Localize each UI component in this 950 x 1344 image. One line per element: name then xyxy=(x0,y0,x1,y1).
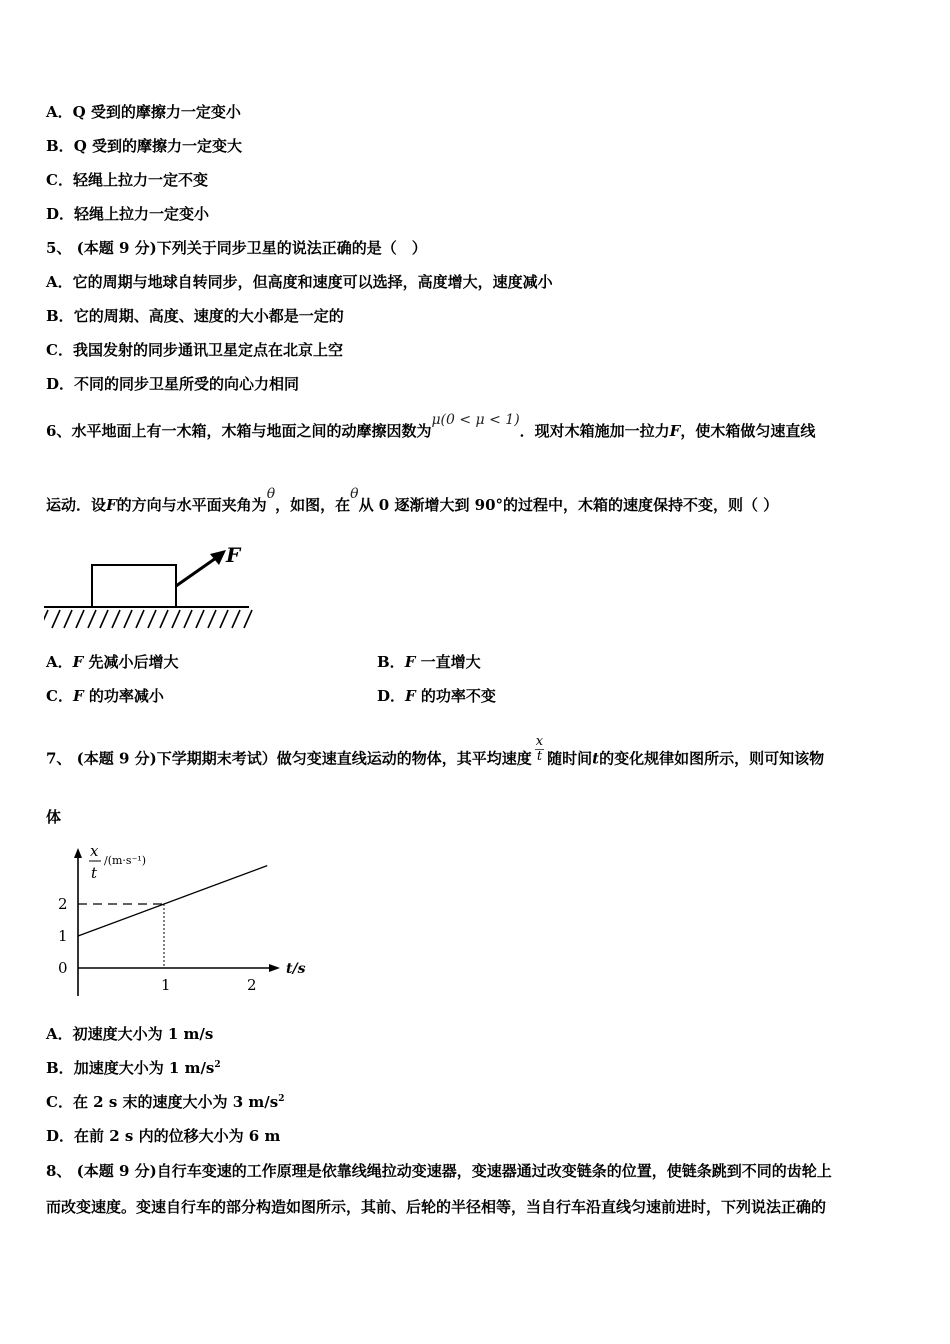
q7-option-d: D．在前 2 s 内的位移大小为 6 m xyxy=(46,1127,281,1145)
x-axis-arrow xyxy=(269,964,280,972)
x-axis-label: t/s xyxy=(286,961,306,977)
q7-option-b: B．加速度大小为 1 $m/s^2$ xyxy=(46,1059,221,1077)
wooden-box xyxy=(92,565,176,607)
q7-stem-line2: 体 xyxy=(46,808,62,826)
force-arrowhead xyxy=(210,550,226,565)
q7-velocity-chart xyxy=(44,842,314,1004)
q6-option-b: B．F 一直增大 xyxy=(377,653,481,671)
chart-labels xyxy=(58,842,306,994)
force-arrow xyxy=(176,558,216,586)
q7-option-a: A．初速度大小为 1 m/s xyxy=(46,1025,214,1043)
x-tick-label: 1 xyxy=(161,976,171,994)
chart-axes xyxy=(74,848,280,996)
theta-symbol: θ xyxy=(266,486,276,502)
q7-option-c: C．在 2 s 末的速度大小为 3 $m/s^2$ xyxy=(46,1093,285,1111)
q6-option-d: D．F 的功率不变 xyxy=(377,687,496,705)
series-line xyxy=(78,866,267,936)
q4-option-a: A．Q 受到的摩擦力一定变小 xyxy=(46,103,241,121)
q6-box-figure xyxy=(44,540,254,635)
force-label: F xyxy=(226,543,241,567)
y-axis-label-numerator: x xyxy=(90,842,99,860)
q4-option-b: B．Q 受到的摩擦力一定变大 xyxy=(46,137,242,155)
y-tick-label: 0 xyxy=(58,959,68,977)
ground-hatching xyxy=(44,610,252,628)
y-axis-label-unit: /(m·s⁻¹) xyxy=(104,854,147,867)
q5-option-b: B．它的周期、高度、速度的大小都是一定的 xyxy=(46,307,344,325)
q5-option-a: A．它的周期与地球自转同步，但高度和速度可以选择，高度增大，速度减小 xyxy=(46,273,553,291)
theta-symbol-2: θ xyxy=(350,486,359,502)
q5-stem: 5、 (本题 9 分)下列关于同步卫星的说法正确的是（ ） xyxy=(46,239,427,257)
q8-stem-line2: 而改变速度。变速自行车的部分构造如图所示，其前、后轮的半径相等，当自行车沿直线匀速前进时，下列说法正确的 xyxy=(46,1198,827,1216)
q4-option-d: D．轻绳上拉力一定变小 xyxy=(46,205,210,223)
q4-option-c: C．轻绳上拉力一定不变 xyxy=(46,171,208,189)
chart-marks xyxy=(78,866,267,968)
q7-stem-line1: 7、 (本题 9 分)下学期期末考试）做匀变速直线运动的物体，其平均速度 $\frac{x}{t}$ 随时间t的变化规律如图所示，则可知该物 xyxy=(46,734,825,768)
velocity-fraction: $\frac{x}{t}$ xyxy=(535,734,544,764)
q6-stem-line2: 运动．设F的方向与水平面夹角为θ，如图，在θ从 0 逐渐增大到 90°的过程中，木箱的速度保持不变，则（ ） xyxy=(46,486,779,514)
q6-option-c: C．F 的功率减小 xyxy=(46,687,164,705)
q6-option-a: A．F 先减小后增大 xyxy=(46,653,179,671)
y-tick-label: 1 xyxy=(58,927,68,945)
y-axis-label-denominator: t xyxy=(91,864,98,882)
y-axis-arrow xyxy=(74,848,82,858)
q5-option-d: D．不同的同步卫星所受的向心力相同 xyxy=(46,375,300,393)
q8-stem-line1: 8、 (本题 9 分)自行车变速的工作原理是依靠线绳拉动变速器，变速器通过改变链条的位置，使链条跳到不同的齿轮上 xyxy=(46,1162,832,1180)
mu-expression: μ(0 < μ < 1) xyxy=(431,412,520,428)
x-tick-label: 2 xyxy=(247,976,257,994)
q5-option-c: C．我国发射的同步通讯卫星定点在北京上空 xyxy=(46,341,343,359)
y-tick-label: 2 xyxy=(58,895,68,913)
q6-stem-line1: 6、水平地面上有一木箱，木箱与地面之间的动摩擦因数为μ(0 < μ < 1)．现对木箱施加一拉力F，使木箱做匀速直线 xyxy=(46,412,816,440)
